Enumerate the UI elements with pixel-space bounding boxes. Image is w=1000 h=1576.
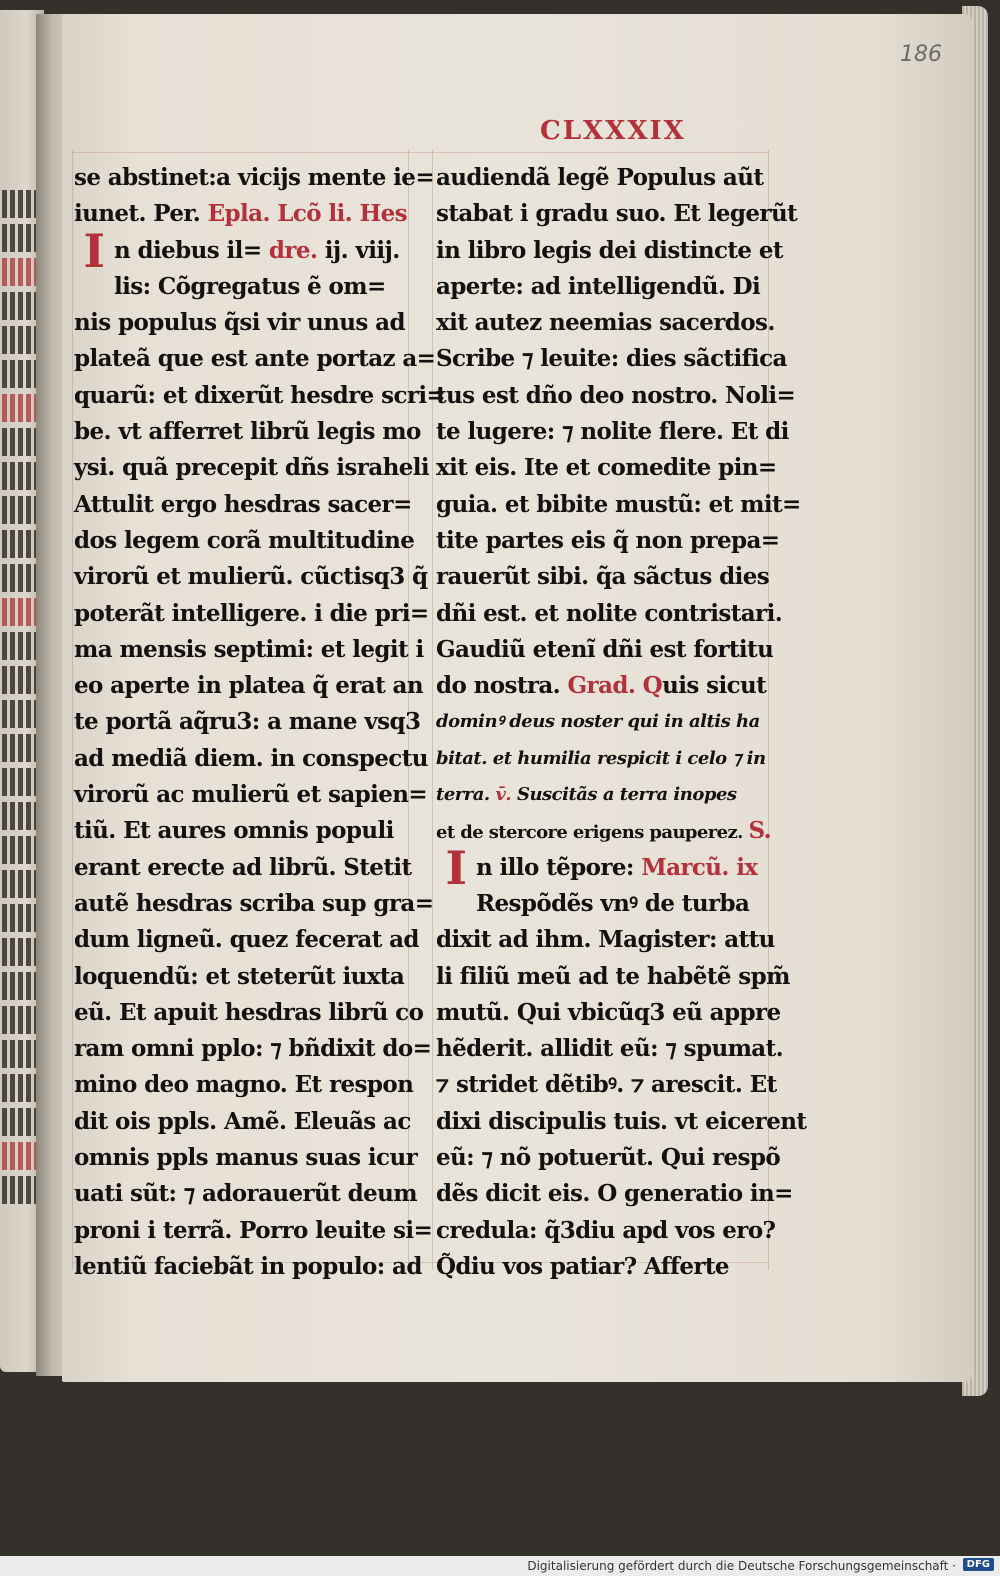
- text-line: [436, 741, 766, 777]
- text-segment: xit eis. Ite et comedite pin=: [436, 454, 777, 482]
- text-segment: virorũ et mulierũ. cũctisq3 q̃: [74, 563, 428, 591]
- text-line: [74, 341, 436, 377]
- text-line: [436, 1249, 766, 1285]
- pencil-folio-number: 186: [900, 42, 942, 67]
- text-segment: quarũ: et dixerũt hesdre scri=: [74, 381, 446, 409]
- text-segment: proni i terrã. Porro leuite si=: [74, 1216, 433, 1244]
- text-line: [436, 450, 777, 486]
- text-segment: rauerũt sibi. q̃a sãctus dies: [436, 563, 770, 591]
- text-segment: te lugere: ⁊ nolite flere. Et di: [436, 418, 789, 446]
- text-line: [74, 414, 421, 450]
- text-line: [74, 160, 434, 196]
- previous-page-line: [0, 870, 38, 898]
- text-segment: nis populus q̃si vir unus ad: [74, 309, 405, 337]
- text-segment: ma mensis septimi: et legit i: [74, 635, 424, 663]
- previous-page-line: [0, 292, 38, 320]
- text-segment: Suscitãs a terra inopes: [511, 784, 737, 806]
- text-segment: li filiũ meũ ad te habẽtẽ spm̃: [436, 962, 790, 990]
- previous-page-line: [0, 1074, 38, 1102]
- text-segment: plateã que est ante portaz a=: [74, 345, 436, 373]
- text-line: [436, 487, 801, 523]
- text-segment: iunet. Per.: [74, 200, 208, 228]
- text-line: [436, 233, 783, 269]
- ruling-line: [432, 150, 433, 1270]
- rubric-text: dre.: [268, 236, 318, 264]
- text-line: [436, 840, 766, 895]
- text-segment: eũ: ⁊ nõ potuerũt. Qui respõ: [436, 1144, 781, 1172]
- text-line: [74, 523, 415, 559]
- text-segment: mutũ. Qui vbicũq3 eũ appre: [436, 998, 781, 1026]
- text-line: [436, 959, 790, 995]
- text-segment: n illo tẽpore:: [476, 853, 642, 881]
- previous-page-line: [0, 224, 38, 252]
- text-segment: guia. et bibite mustũ: et mit=: [436, 490, 801, 518]
- text-line: [436, 1104, 807, 1140]
- text-segment: Attulit ergo hesdras sacer=: [74, 490, 412, 518]
- text-line: [74, 959, 404, 995]
- text-line: [436, 995, 781, 1031]
- text-line: [436, 668, 766, 704]
- text-line: [74, 1249, 422, 1285]
- text-line: [74, 1140, 418, 1176]
- text-segment: tus est dño deo nostro. Noli=: [436, 381, 796, 409]
- text-segment: aperte: ad intelligendũ. Di: [436, 272, 761, 300]
- text-segment: tite partes eis q̃ non prepa=: [436, 526, 780, 554]
- text-segment: poterãt intelligere. i die pri=: [74, 599, 429, 627]
- text-line: [436, 341, 787, 377]
- text-segment: ij. viij.: [317, 236, 400, 264]
- text-segment: credula: q̃3diu apd vos ero?: [436, 1216, 776, 1244]
- text-segment: lis: Cõgregatus ẽ om=: [114, 272, 386, 300]
- text-line: [74, 886, 434, 922]
- text-line: [436, 886, 766, 922]
- funding-note: Digitalisierung gefördert durch die Deutsche Forschungsgemeinschaft ·: [527, 1559, 956, 1573]
- text-segment: in libro legis dei distincte et: [436, 236, 783, 264]
- text-line: [436, 269, 766, 305]
- text-segment: te portã aq̃ru3: a mane vsq3: [74, 708, 421, 736]
- previous-page-line: [0, 258, 38, 286]
- previous-page-line: [0, 326, 38, 354]
- previous-page-line: [0, 1040, 38, 1068]
- text-segment: lentiũ faciebãt in populo: ad: [74, 1252, 422, 1280]
- previous-page-line: [0, 1142, 38, 1170]
- text-segment: uis sicut: [662, 672, 767, 700]
- text-line: [436, 523, 780, 559]
- previous-page-line: [0, 462, 38, 490]
- text-segment: xit autez neemias sacerdos.: [436, 309, 775, 337]
- text-line: [74, 995, 424, 1031]
- text-segment: dominꝰ deus noster qui in altis ha: [436, 711, 760, 733]
- text-segment: Q̃diu vos patiar? Afferte: [436, 1252, 729, 1280]
- text-line: [74, 269, 404, 305]
- text-line: [74, 850, 412, 886]
- previous-page-line: [0, 972, 38, 1000]
- text-segment: erant erecte ad librũ. Stetit: [74, 853, 412, 881]
- rubric-text: S.: [748, 817, 772, 845]
- text-line: [436, 1031, 784, 1067]
- rubric-initial: I: [83, 223, 105, 278]
- text-segment: uati sũt: ⁊ adorauerũt deum: [74, 1180, 417, 1208]
- rubric-text: Marcũ. ix: [641, 853, 758, 881]
- text-segment: loquendũ: et steterũt iuxta: [74, 962, 405, 990]
- text-line: [74, 450, 429, 486]
- previous-page-line: [0, 530, 38, 558]
- text-line: [436, 196, 798, 232]
- text-line: [74, 1176, 417, 1212]
- text-line: [436, 813, 772, 849]
- previous-page-line: [0, 904, 38, 932]
- previous-page-line: [0, 1006, 38, 1034]
- text-segment: ysi. quã precepit dñs israheli: [74, 454, 429, 482]
- text-line: [436, 414, 789, 450]
- rubric-text: v̄.: [495, 784, 512, 806]
- previous-page-line: [0, 190, 38, 218]
- previous-page-line: [0, 496, 38, 524]
- text-segment: terra.: [436, 784, 496, 806]
- previous-page-line: [0, 1176, 38, 1204]
- text-segment: dñi est. et nolite contristari.: [436, 599, 783, 627]
- previous-page-line: [0, 1108, 38, 1136]
- dfg-logo: DFG: [963, 1558, 994, 1571]
- ruling-line: [72, 152, 768, 153]
- text-line: [74, 559, 428, 595]
- text-segment: et de stercore erigens pauperez.: [436, 822, 749, 844]
- text-segment: stabat i gradu suo. Et legerũt: [436, 200, 798, 228]
- text-line: [436, 596, 783, 632]
- text-line: [436, 1176, 793, 1212]
- previous-page-line: [0, 734, 38, 762]
- text-segment: audiendã legẽ Populus aũt: [436, 164, 764, 191]
- previous-page-line: [0, 598, 38, 626]
- text-line: [436, 305, 775, 341]
- previous-page-text: [0, 190, 38, 1210]
- text-segment: mino deo magno. Et respon: [74, 1071, 414, 1099]
- rubric-initial: I: [445, 840, 467, 895]
- text-segment: ram omni pplo: ⁊ bñdixit do=: [74, 1035, 432, 1063]
- text-line: [74, 1067, 414, 1103]
- text-segment: hẽderit. allidit eũ: ⁊ spumat.: [436, 1035, 784, 1063]
- text-line: [436, 922, 775, 958]
- text-segment: Scribe ⁊ leuite: dies sãctifica: [436, 345, 787, 373]
- text-line: [74, 487, 412, 523]
- previous-page-line: [0, 428, 38, 456]
- previous-page-line: [0, 768, 38, 796]
- text-segment: dixi discipulis tuis. vt eicerent: [436, 1107, 807, 1135]
- previous-page-line: [0, 836, 38, 864]
- text-line: [74, 305, 404, 341]
- previous-page-line: [0, 360, 38, 388]
- text-segment: eo aperte in platea q̃ erat an: [74, 672, 423, 700]
- text-line: [436, 1140, 781, 1176]
- text-line: [436, 559, 770, 595]
- text-line: [74, 777, 428, 813]
- text-line: [74, 1213, 433, 1249]
- right-text-column: [436, 160, 807, 1285]
- previous-page-line: [0, 564, 38, 592]
- previous-page-line: [0, 632, 38, 660]
- left-text-column: [74, 160, 446, 1285]
- text-line: [74, 922, 419, 958]
- text-segment: virorũ ac mulierũ et sapien=: [74, 781, 428, 809]
- text-line: [74, 704, 421, 740]
- ruling-line: [72, 150, 73, 1270]
- text-line: [436, 160, 766, 196]
- text-line: [436, 1067, 777, 1103]
- text-segment: omnis ppls manus suas icur: [74, 1144, 418, 1172]
- text-segment: se abstinet:a vicijs mente ie=: [74, 164, 434, 191]
- text-line: [436, 632, 774, 668]
- text-segment: autẽ hesdras scriba sup gra=: [74, 889, 434, 917]
- text-segment: eũ. Et apuit hesdras librũ co: [74, 998, 424, 1026]
- text-line: [436, 378, 796, 414]
- text-segment: dum ligneũ. quez fecerat ad: [74, 926, 419, 954]
- previous-page-line: [0, 802, 38, 830]
- text-line: [74, 1031, 432, 1067]
- text-line: [74, 1104, 411, 1140]
- previous-page-line: [0, 938, 38, 966]
- text-segment: ad mediã diem. in conspectu: [74, 744, 428, 772]
- text-segment: dos legem corã multitudine: [74, 526, 415, 554]
- text-segment: dẽs dicit eis. O generatio in=: [436, 1180, 793, 1208]
- text-line: [74, 378, 446, 414]
- previous-page-line: [0, 666, 38, 694]
- previous-page-line: [0, 394, 38, 422]
- text-segment: ⁊ stridet dẽtibꝰ. ⁊ arescit. Et: [436, 1071, 777, 1099]
- text-segment: dit ois ppls. Amẽ. Eleuãs ac: [74, 1107, 411, 1135]
- text-line: [74, 223, 404, 278]
- text-line: [74, 632, 424, 668]
- rubric-folio-numeral: CLXXXIX: [540, 116, 686, 146]
- text-line: [74, 741, 428, 777]
- rubric-text: Epla. Lcõ li. Hes: [207, 200, 407, 228]
- text-segment: bitat. et humilia respicit i celo ⁊ in: [436, 747, 766, 769]
- text-line: [74, 668, 423, 704]
- text-line: [436, 704, 766, 740]
- text-segment: n diebus il=: [114, 236, 269, 264]
- text-line: [436, 777, 766, 813]
- text-segment: dixit ad ihm. Magister: attu: [436, 926, 775, 954]
- text-line: [74, 813, 404, 849]
- text-line: [74, 596, 429, 632]
- text-segment: tiũ. Et aures omnis populi: [74, 817, 394, 845]
- text-segment: do nostra.: [436, 672, 568, 700]
- text-line: [436, 1213, 776, 1249]
- rubric-text: Grad. Q: [567, 672, 663, 700]
- footer-bar: [0, 1556, 1000, 1576]
- text-segment: Respõdẽs vnꝰ de turba: [476, 889, 750, 917]
- previous-page-line: [0, 700, 38, 728]
- text-segment: Gaudiũ etenĩ dñi est fortitu: [436, 635, 774, 663]
- text-line: [74, 196, 407, 232]
- text-segment: be. vt afferret librũ legis mo: [74, 418, 421, 446]
